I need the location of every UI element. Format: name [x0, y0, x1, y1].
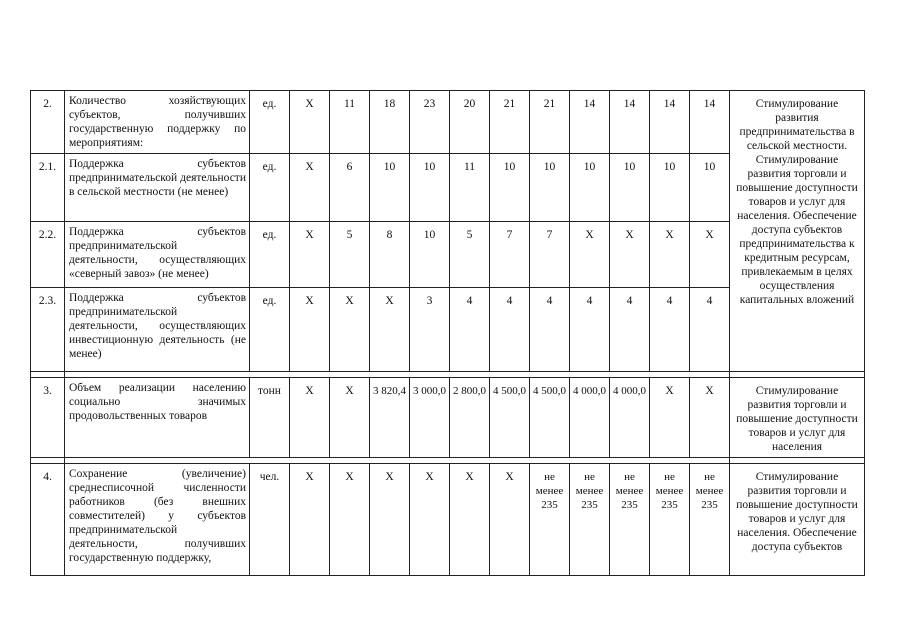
row-index: 2.2. [31, 222, 65, 288]
value-cell: 4 [530, 288, 570, 372]
value-cell: 4 [450, 288, 490, 372]
row-index: 3. [31, 378, 65, 458]
value-cell: 10 [410, 154, 450, 222]
value-cell: X [290, 154, 330, 222]
goal-description: Стимулирование развития предпринимательства в сельской местности. Стимулирование развития торговли и повышение доступности товаров и услуг для населения. Обеспечение доступа субъектов предпринимательства к кредитным ресурсам, привлекаемым в целях осуществления капитальных вложений [730, 91, 865, 372]
value-cell: X [690, 378, 730, 458]
row-unit: тонн [250, 378, 290, 458]
table-row [31, 91, 865, 154]
row-index: 2. [31, 91, 65, 154]
value-cell: 4 [490, 288, 530, 372]
row-index: 2.3. [31, 288, 65, 372]
value-cell: 4 000,0 [610, 378, 650, 458]
value-cell: X [290, 91, 330, 154]
value-cell: 10 [690, 154, 730, 222]
value-cell: 10 [610, 154, 650, 222]
value-cell: X [410, 464, 450, 576]
value-cell: 11 [450, 154, 490, 222]
value-cell: 14 [610, 91, 650, 154]
row-unit: ед. [250, 91, 290, 154]
value-cell: 3 820,4 [370, 378, 410, 458]
value-cell: 4 500,0 [490, 378, 530, 458]
value-cell: X [610, 222, 650, 288]
value-cell: 20 [450, 91, 490, 154]
value-cell: 4 000,0 [570, 378, 610, 458]
value-cell: не менее 235 [690, 464, 730, 576]
value-cell: 4 [650, 288, 690, 372]
value-cell: 7 [490, 222, 530, 288]
row-unit: ед. [250, 222, 290, 288]
value-cell: X [290, 464, 330, 576]
value-cell: 5 [450, 222, 490, 288]
value-cell: 10 [410, 222, 450, 288]
value-cell: 5 [330, 222, 370, 288]
row-indicator-name: Количество хозяйствующих субъектов, получивших государственную поддержку по мероприятиям: [65, 91, 250, 154]
row-indicator-name: Сохранение (увеличение) среднесписочной численности работников (без внешних совместителей) у субъектов предпринимательской деятельности, получивших государственную поддержку, [65, 464, 250, 576]
value-cell: 11 [330, 91, 370, 154]
row-indicator-name: Поддержка субъектов предпринимательской деятельности, осуществляющих инвестиционную деятельность (не менее) [65, 288, 250, 372]
value-cell: X [650, 222, 690, 288]
value-cell: X [490, 464, 530, 576]
value-cell: 8 [370, 222, 410, 288]
table-row [31, 464, 865, 576]
value-cell: 7 [530, 222, 570, 288]
value-cell: не менее 235 [650, 464, 690, 576]
value-cell: 21 [490, 91, 530, 154]
value-cell: X [330, 378, 370, 458]
row-indicator-name: Поддержка субъектов предпринимательской деятельности в сельской местности (не менее) [65, 154, 250, 222]
row-unit: ед. [250, 288, 290, 372]
value-cell: не менее 235 [530, 464, 570, 576]
value-cell: X [370, 288, 410, 372]
value-cell: 10 [530, 154, 570, 222]
value-cell: X [450, 464, 490, 576]
value-cell: X [570, 222, 610, 288]
value-cell: 4 [610, 288, 650, 372]
value-cell: 2 800,0 [450, 378, 490, 458]
value-cell: 10 [370, 154, 410, 222]
value-cell: 4 500,0 [530, 378, 570, 458]
row-index: 4. [31, 464, 65, 576]
row-unit: ед. [250, 154, 290, 222]
value-cell: 18 [370, 91, 410, 154]
value-cell: 4 [570, 288, 610, 372]
value-cell: X [330, 464, 370, 576]
indicators-table [30, 90, 865, 576]
value-cell: 3 000,0 [410, 378, 450, 458]
value-cell: 10 [650, 154, 690, 222]
row-index: 2.1. [31, 154, 65, 222]
value-cell: X [650, 378, 690, 458]
goal-description: Стимулирование развития торговли и повышение доступности товаров и услуг для населения. Обеспечение доступа субъектов [730, 464, 865, 576]
value-cell: X [290, 288, 330, 372]
row-indicator-name: Поддержка субъектов предпринимательской деятельности, осуществляющих «северный завоз» (не менее) [65, 222, 250, 288]
row-indicator-name: Объем реализации населению социально значимых продовольственных товаров [65, 378, 250, 458]
value-cell: X [290, 378, 330, 458]
value-cell: 10 [490, 154, 530, 222]
value-cell: 14 [570, 91, 610, 154]
value-cell: 10 [570, 154, 610, 222]
value-cell: X [290, 222, 330, 288]
value-cell: X [330, 288, 370, 372]
value-cell: 23 [410, 91, 450, 154]
value-cell: 14 [650, 91, 690, 154]
value-cell: 3 [410, 288, 450, 372]
value-cell: X [690, 222, 730, 288]
row-unit: чел. [250, 464, 290, 576]
table-row [31, 378, 865, 458]
value-cell: 6 [330, 154, 370, 222]
value-cell: не менее 235 [570, 464, 610, 576]
value-cell: X [370, 464, 410, 576]
goal-description: Стимулирование развития торговли и повышение доступности товаров и услуг для населения [730, 378, 865, 458]
value-cell: 4 [690, 288, 730, 372]
value-cell: 14 [690, 91, 730, 154]
value-cell: не менее 235 [610, 464, 650, 576]
value-cell: 21 [530, 91, 570, 154]
